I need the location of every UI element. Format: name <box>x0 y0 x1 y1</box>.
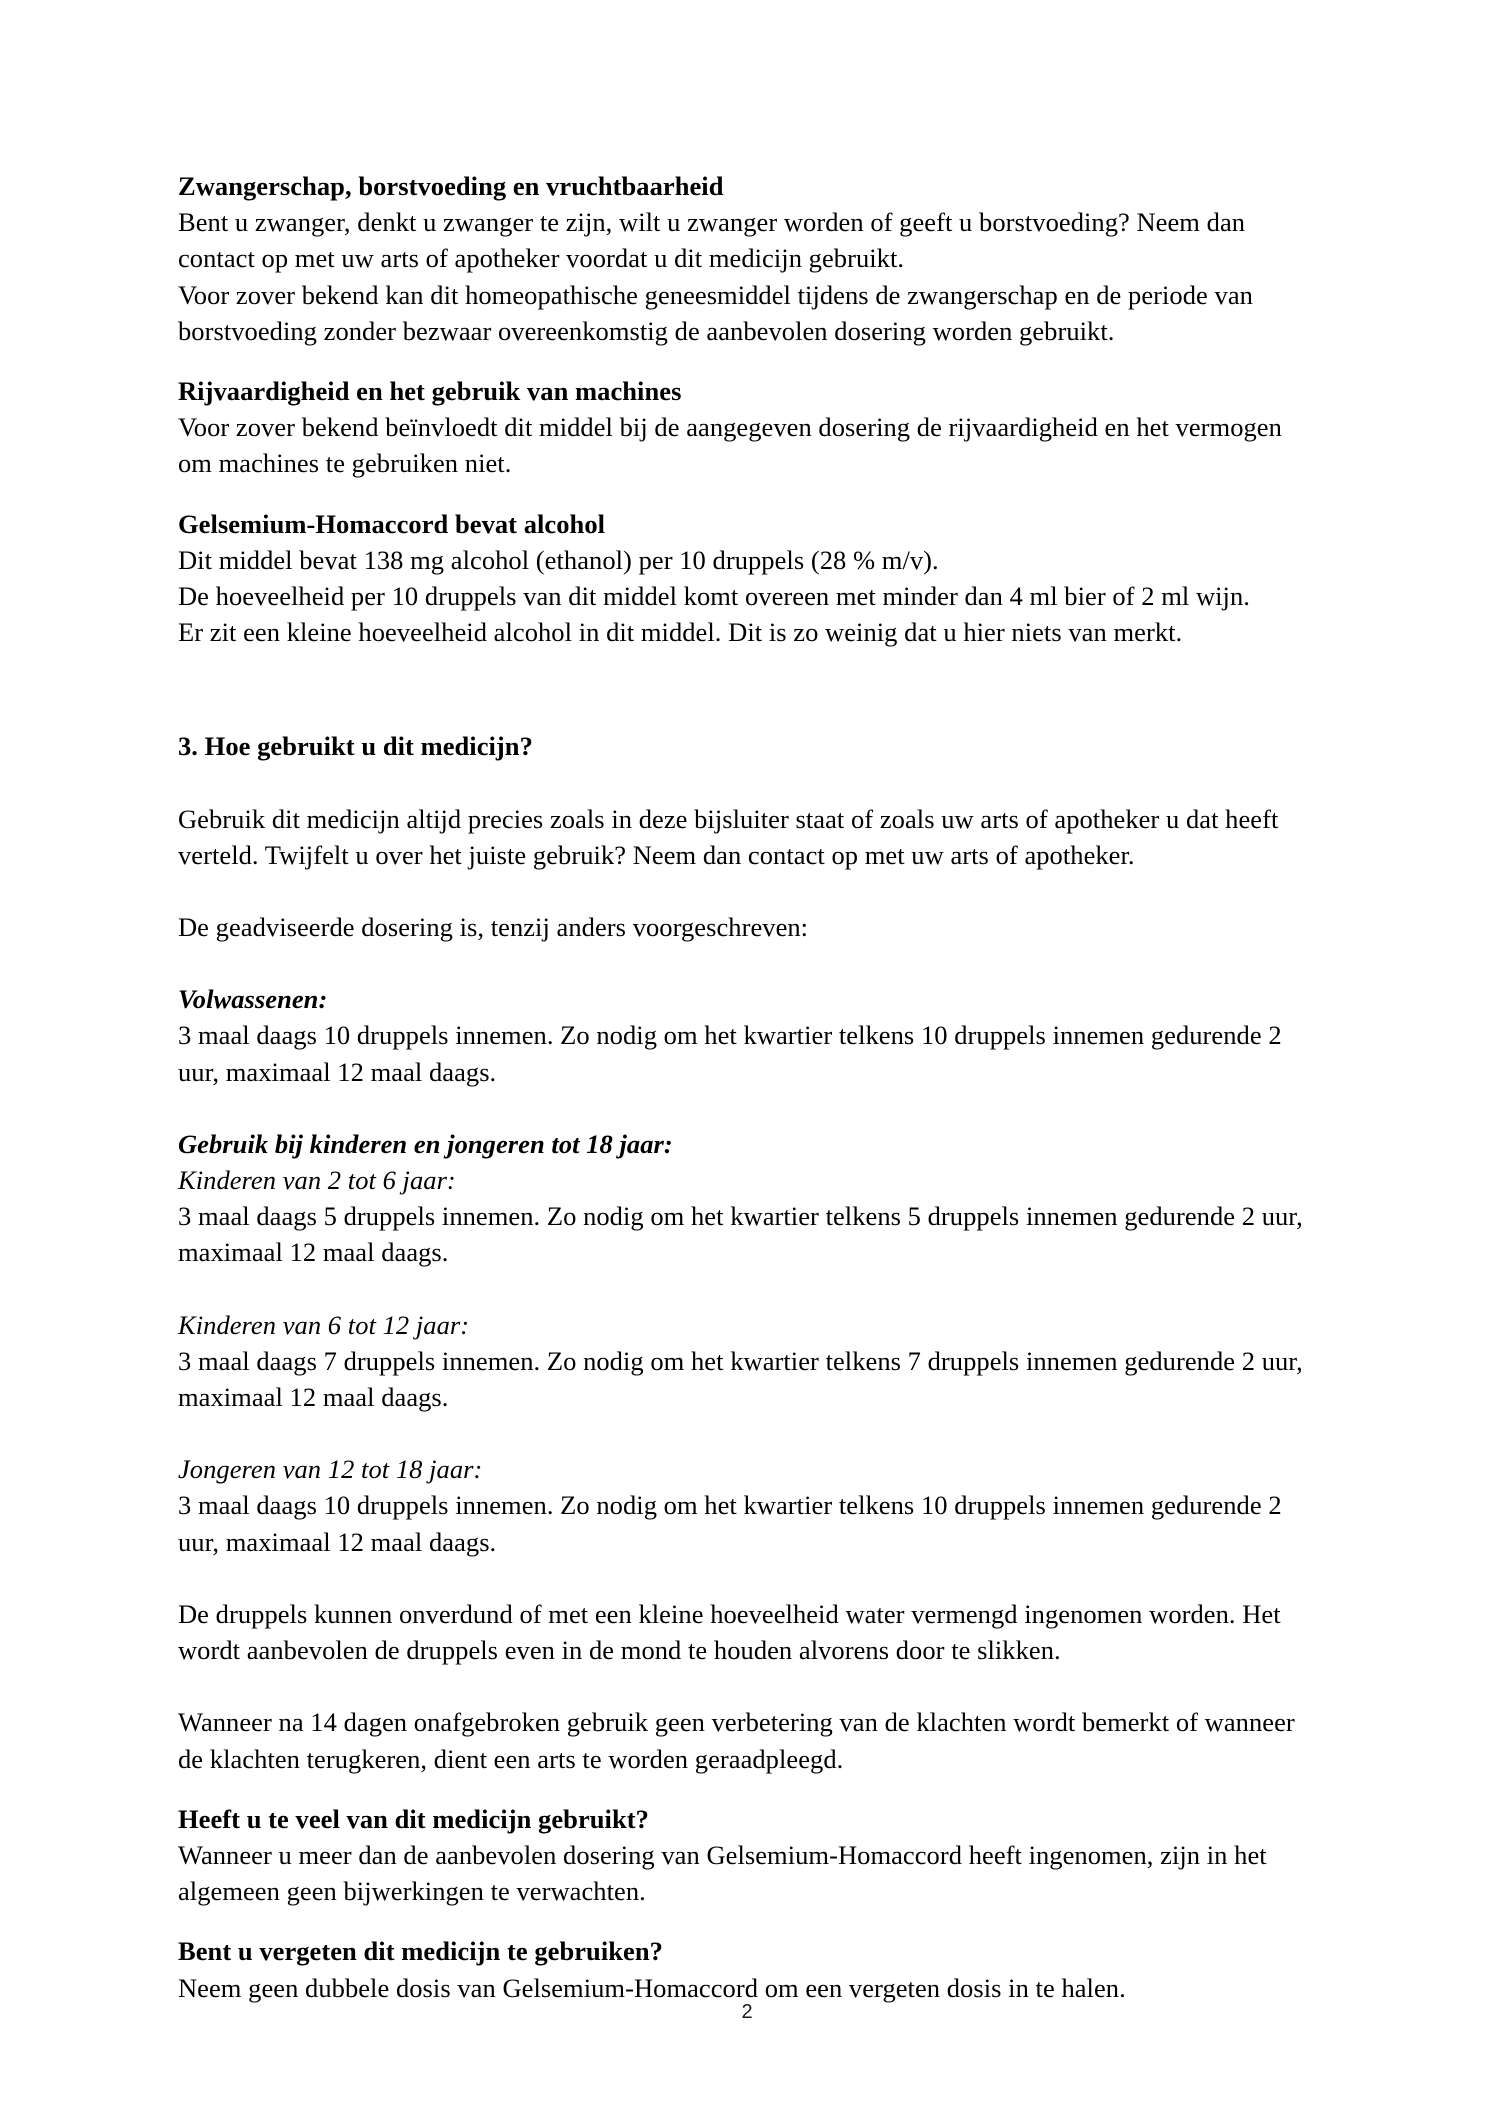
page-number: 2 <box>741 2001 753 2023</box>
spacer <box>178 1777 1303 1801</box>
section-overdose <box>178 1801 1303 1910</box>
dosage-label-children-6-12: Kinderen van 6 tot 12 jaar: <box>178 1309 470 1340</box>
dosage-heading-children: Gebruik bij kinderen en jongeren tot 18 jaar: <box>178 1128 673 1159</box>
section-heading-driving: Rijvaardigheid en het gebruik van machines <box>178 376 682 407</box>
section-heading-pregnancy: Zwangerschap, borstvoeding en vruchtbaarheid <box>178 171 724 201</box>
section-heading-alcohol: Gelsemium-Homaccord bevat alcohol <box>178 508 606 539</box>
section-pregnancy <box>178 168 1303 349</box>
paragraph-alcohol-2: De hoeveelheid per 10 druppels van dit middel komt overeen met minder dan 4 ml bier of 2 ml wijn. <box>178 581 1250 612</box>
paragraph-driving-1: Voor zover bekend beïnvloedt dit middel bij de aangegeven dosering de rijvaardigheid en het vermogen om machines te gebruiken niet. <box>178 412 1282 479</box>
paragraph-overdose: Wanneer u meer dan de aanbevolen dosering van Gelsemium-Homaccord heeft ingenomen, zijn in het algemeen geen bijwerkingen te verwachten. <box>178 1839 1267 1907</box>
section-heading-how-to-use: 3. Hoe gebruikt u dit medicijn? <box>178 731 533 762</box>
dosage-heading-adults: Volwassenen: <box>178 984 328 1015</box>
paragraph-missed-dose: Neem geen dubbele dosis van Gelsemium-Homaccord om een vergeten dosis in te halen. <box>178 1972 1126 2003</box>
dosage-text-adults: 3 maal daags 10 druppels innemen. Zo nodig om het kwartier telkens 10 druppels innemen gedurende 2 uur, maximaal 12 maal daags. <box>178 1020 1282 1087</box>
dosage-text-children-6-12: 3 maal daags 7 druppels innemen. Zo nodig om het kwartier telkens 7 druppels innemen gedurende 2 uur, maximaal 12 maal daags. <box>178 1345 1303 1413</box>
spacer <box>178 765 1303 801</box>
paragraph-dose-lead: De geadviseerde dosering is, tenzij anders voorgeschreven: <box>178 912 809 943</box>
spacer <box>178 873 1303 909</box>
paragraph-pregnancy-1: Bent u zwanger, denkt u zwanger te zijn, wilt u zwanger worden of geeft u borstvoeding? Neem dan contact op met uw arts of apotheker voordat u dit medicijn gebruikt. <box>178 207 1246 274</box>
spacer <box>178 1415 1303 1451</box>
paragraph-pregnancy-2: Voor zover bekend kan dit homeopathische geneesmiddel tijdens de zwangerschap en de periode van borstvoeding zonder bezwaar overeenkomstig de aanbevolen dosering worden gebruikt. <box>178 279 1253 346</box>
dosage-text-youth-12-18: 3 maal daags 10 druppels innemen. Zo nodig om het kwartier telkens 10 druppels innemen gedurende 2 uur, maximaal 12 maal daags. <box>178 1490 1282 1557</box>
section-driving <box>178 373 1303 482</box>
spacer <box>178 650 1303 728</box>
paragraph-alcohol-1: Dit middel bevat 138 mg alcohol (ethanol) per 10 druppels (28 % m/v). <box>178 544 939 575</box>
dosage-youth-12-18 <box>178 1451 1303 1560</box>
paragraph-administration: De druppels kunnen onverdund of met een kleine hoeveelheid water vermengd ingenomen worden. Het wordt aanbevolen de druppels even in de mond te houden alvorens door te slikken. <box>178 1598 1281 1666</box>
spacer <box>178 1560 1303 1596</box>
paragraph-duration-warning: Wanneer na 14 dagen onafgebroken gebruik geen verbetering van de klachten wordt bemerkt of wanneer de klachten terugkeren, dient een arts te worden geraadpleegd. <box>178 1707 1295 1774</box>
spacer <box>178 1909 1303 1933</box>
spacer <box>178 482 1303 506</box>
spacer <box>178 1090 1303 1126</box>
dosage-text-children-2-6: 3 maal daags 5 druppels innemen. Zo nodig om het kwartier telkens 5 druppels innemen gedurende 2 uur, maximaal 12 maal daags. <box>178 1201 1303 1268</box>
spacer <box>178 349 1303 373</box>
spacer <box>178 1271 1303 1307</box>
page-content <box>178 168 1303 2006</box>
section-heading-overdose: Heeft u te veel van dit medicijn gebruikt? <box>178 1803 649 1834</box>
paragraph-usage-intro: Gebruik dit medicijn altijd precies zoals in deze bijsluiter staat of zoals uw arts of apotheker u dat heeft verteld. Twijfelt u over het juiste gebruik? Neem dan contact op met uw arts of apotheker. <box>178 803 1279 870</box>
section-heading-missed-dose: Bent u vergeten dit medicijn te gebruiken? <box>178 1936 663 1967</box>
dosage-label-children-2-6: Kinderen van 2 tot 6 jaar: <box>178 1165 456 1196</box>
spacer <box>178 1668 1303 1704</box>
section-missed-dose <box>178 1933 1303 2005</box>
dosage-label-youth-12-18: Jongeren van 12 tot 18 jaar: <box>178 1454 483 1485</box>
dosage-adults <box>178 981 1303 1090</box>
dosage-children-group <box>178 1126 1303 1271</box>
dosage-children-6-12 <box>178 1307 1303 1416</box>
spacer <box>178 945 1303 981</box>
section-alcohol <box>178 506 1303 651</box>
paragraph-alcohol-3: Er zit een kleine hoeveelheid alcohol in dit middel. Dit is zo weinig dat u hier niets van merkt. <box>178 617 1183 648</box>
